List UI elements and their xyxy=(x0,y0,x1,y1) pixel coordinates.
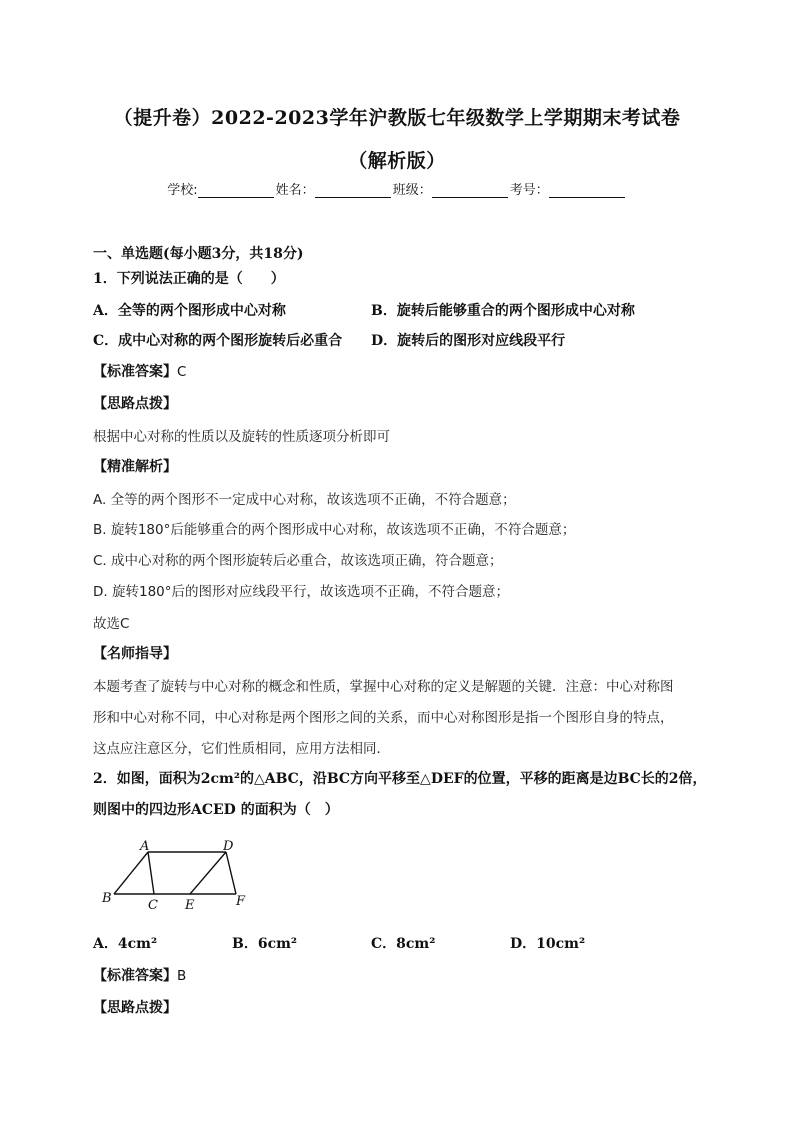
student-info-line xyxy=(0,179,794,198)
q2-answer xyxy=(93,965,186,985)
q1-analysis-d: D. 旋转180°后的图形对应线段平行，故该选项不正确，不符合题意； xyxy=(93,584,509,600)
q1-analysis-label: 【精准解析】 xyxy=(93,459,177,475)
label-a: A xyxy=(140,839,150,854)
segment-ac xyxy=(148,852,154,894)
page-subtitle: （解析版） xyxy=(348,150,446,172)
q1-stem: 1．下列说法正确的是（ ） xyxy=(93,271,285,287)
school-blank xyxy=(198,183,274,198)
class-blank xyxy=(432,183,508,198)
q2-option-d: D．10cm² xyxy=(510,936,586,952)
q2-option-c: C．8cm² xyxy=(371,936,436,952)
label-c: C xyxy=(148,898,158,912)
q2-answer-label: 【标准答案】 xyxy=(93,968,177,984)
label-d: D xyxy=(223,839,234,854)
q2-option-b: B．6cm² xyxy=(232,936,298,952)
q1-option-a: A．全等的两个图形成中心对称 xyxy=(93,303,286,319)
q2-option-a: A．4cm² xyxy=(93,936,158,952)
label-e: E xyxy=(185,898,195,912)
q1-answer-value: C xyxy=(177,364,187,380)
segment-df xyxy=(226,852,236,894)
class-label: 班级： xyxy=(392,183,432,198)
q2-geometry-figure xyxy=(96,832,256,912)
q2-stem-line2: 则图中的四边形ACED 的面积为（ ） xyxy=(93,802,339,818)
q1-teacher-text-3: 这点应注意区分，它们性质相同，应用方法相同． xyxy=(93,741,390,757)
q1-option-c: C．成中心对称的两个图形旋转后必重合 xyxy=(93,333,343,349)
name-blank xyxy=(315,183,391,198)
q1-hint-label: 【思路点拨】 xyxy=(93,396,177,412)
q2-figure-svg xyxy=(96,832,256,912)
q1-answer xyxy=(93,361,186,381)
q1-option-d: D．旋转后的图形对应线段平行 xyxy=(371,333,566,349)
label-f: F xyxy=(236,894,246,909)
q1-teacher-text-1: 本题考查了旋转与中心对称的概念和性质，掌握中心对称的定义是解题的关键．注意：中心对称图 xyxy=(93,679,674,695)
q1-teacher-text-2: 形和中心对称不同，中心对称是两个图形之间的关系，而中心对称图形是指一个图形自身的特点， xyxy=(93,710,674,726)
number-label: 考号： xyxy=(509,183,549,198)
page-title: （提升卷）2022-2023学年沪教版七年级数学上学期期末考试卷 xyxy=(113,107,681,129)
q1-analysis-a: A. 全等的两个图形不一定成中心对称，故该选项不正确，不符合题意； xyxy=(93,492,516,508)
name-label: 姓名： xyxy=(275,183,315,198)
q1-teacher-label: 【名师指导】 xyxy=(93,646,177,662)
q1-analysis-b: B. 旋转180°后能够重合的两个图形成中心对称，故该选项不正确，不符合题意； xyxy=(93,522,576,538)
q1-conclusion: 故选C xyxy=(93,616,130,632)
q1-option-b: B．旋转后能够重合的两个图形成中心对称 xyxy=(371,303,635,319)
q1-answer-label: 【标准答案】 xyxy=(93,364,177,380)
label-b: B xyxy=(102,891,112,906)
school-label: 学校: xyxy=(167,183,198,198)
number-blank xyxy=(549,183,625,198)
q2-answer-value: B xyxy=(177,968,187,984)
segment-de xyxy=(190,852,226,894)
segment-ab xyxy=(114,852,148,894)
q1-analysis-c: C. 成中心对称的两个图形旋转后必重合，故该选项正确，符合题意； xyxy=(93,553,503,569)
q2-hint-label: 【思路点拨】 xyxy=(93,1000,177,1016)
q1-hint-text: 根据中心对称的性质以及旋转的性质逐项分析即可 xyxy=(93,429,390,445)
section-heading: 一、单选题(每小题3分，共18分) xyxy=(93,246,304,262)
q2-stem-line1: 2．如图，面积为2cm²的△ABC，沿BC方向平移至△DEF的位置，平移的距离是边BC长的2倍， xyxy=(93,771,707,787)
